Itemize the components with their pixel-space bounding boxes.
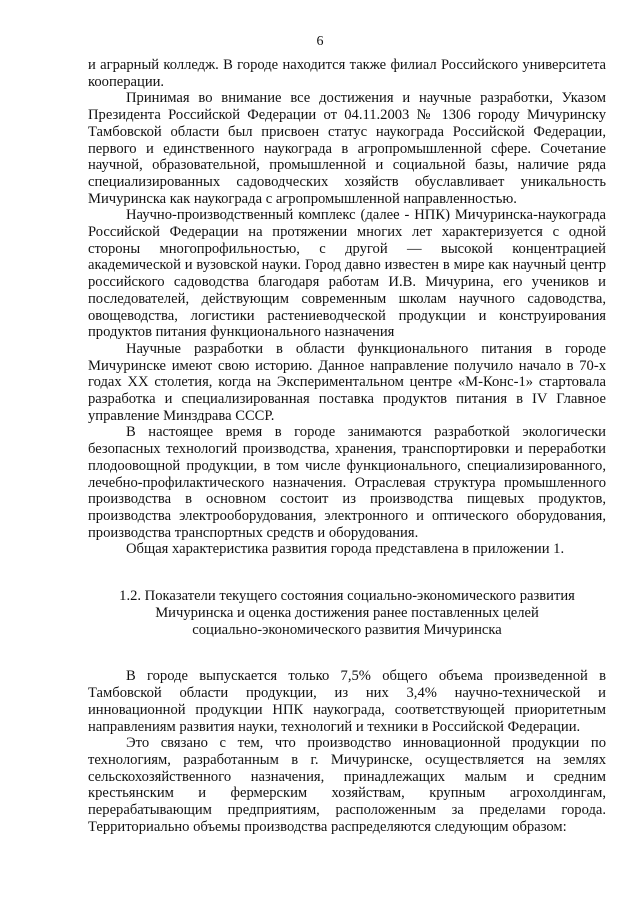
section-heading-line-1: 1.2. Показатели текущего состояния социально-экономического развития xyxy=(119,588,575,605)
paragraph-1: и аграрный колледж. В городе находится также филиал Российского университета кооперации. xyxy=(88,57,606,90)
paragraph-2: Принимая во внимание все достижения и научные разработки, Указом Президента Российской Федерации от 04.11.2003 № 1306 городу Мичуринску Тамбовской области был присвоен статус наукограда Российской Федерации, первого и единственного наукограда в агропромышленной сфере. Сочетание научной, образовательной, промышленной и социальной базы, наличие ряда специализированных садоводческих хозяйств обуславливает уникальность Мичуринска как наукограда с агропромышленной направленностью. xyxy=(88,90,606,207)
paragraph-7: В городе выпускается только 7,5% общего объема произведенной в Тамбовской области продукции, из них 3,4% научно-технической и инновационной продукции НПК наукограда, соответствующей приоритетным направлениям развития науки, технологий и техники в Российской Федерации. xyxy=(88,668,606,735)
section-heading xyxy=(88,588,606,638)
paragraph-4: Научные разработки в области функционального питания в городе Мичуринске имеют свою историю. Данное направление получило начало в 70-х годах XX столетия, когда на Экспериментальном центре «М-Конс-1» стартовала разработка и специализированная поставка продуктов питания в IV Главное управление Минздрава СССР. xyxy=(88,340,606,424)
paragraph-6: Общая характеристика развития города представлена в приложении 1. xyxy=(126,541,565,558)
paragraph-5: В настоящее время в городе занимаются разработкой экологически безопасных технологий производства, хранения, транспортировки и переработки плодоовощной продукции, в том числе функционального, специализированного, лечебно-профилактического назначения. Отраслевая структура промышленного производства в основном состоит из производства пищевых продуктов, производства электрооборудования, электронного и оптического оборудования, производства транспортных средств и оборудования. xyxy=(88,424,606,541)
page-number: 6 xyxy=(316,34,324,49)
section-heading-line-2: Мичуринска и оценка достижения ранее поставленных целей xyxy=(155,604,539,621)
section-heading-line-3: социально-экономического развития Мичуринска xyxy=(192,621,502,638)
paragraph-3: Научно-производственный комплекс (далее - НПК) Мичуринска-наукограда Российской Федерации на протяжении многих лет характеризуется с одной стороны многопрофильностью, с другой — высокой концентрацией академической и вузовской науки. Город давно известен в мире как научный центр российского садоводства благодаря работам И.В. Мичурина, его учеников и последователей, действующим современным школам научного садоводства, овощеводства, логистики растениеводческой продукции и конструирования продуктов питания функционального назначения xyxy=(88,207,606,341)
paragraph-8: Это связано с тем, что производство инновационной продукции по технологиям, разработанным в г. Мичуринске, осуществляется на землях сельскохозяйственного назначения, принадлежащих малым и средним крестьянским и фермерским хозяйствам, крупным агрохолдингам, перерабатывающим предприятиям, расположенным за пределами города. Территориально объемы производства распределяются следующим образом: xyxy=(88,735,606,835)
body-text xyxy=(88,57,606,836)
